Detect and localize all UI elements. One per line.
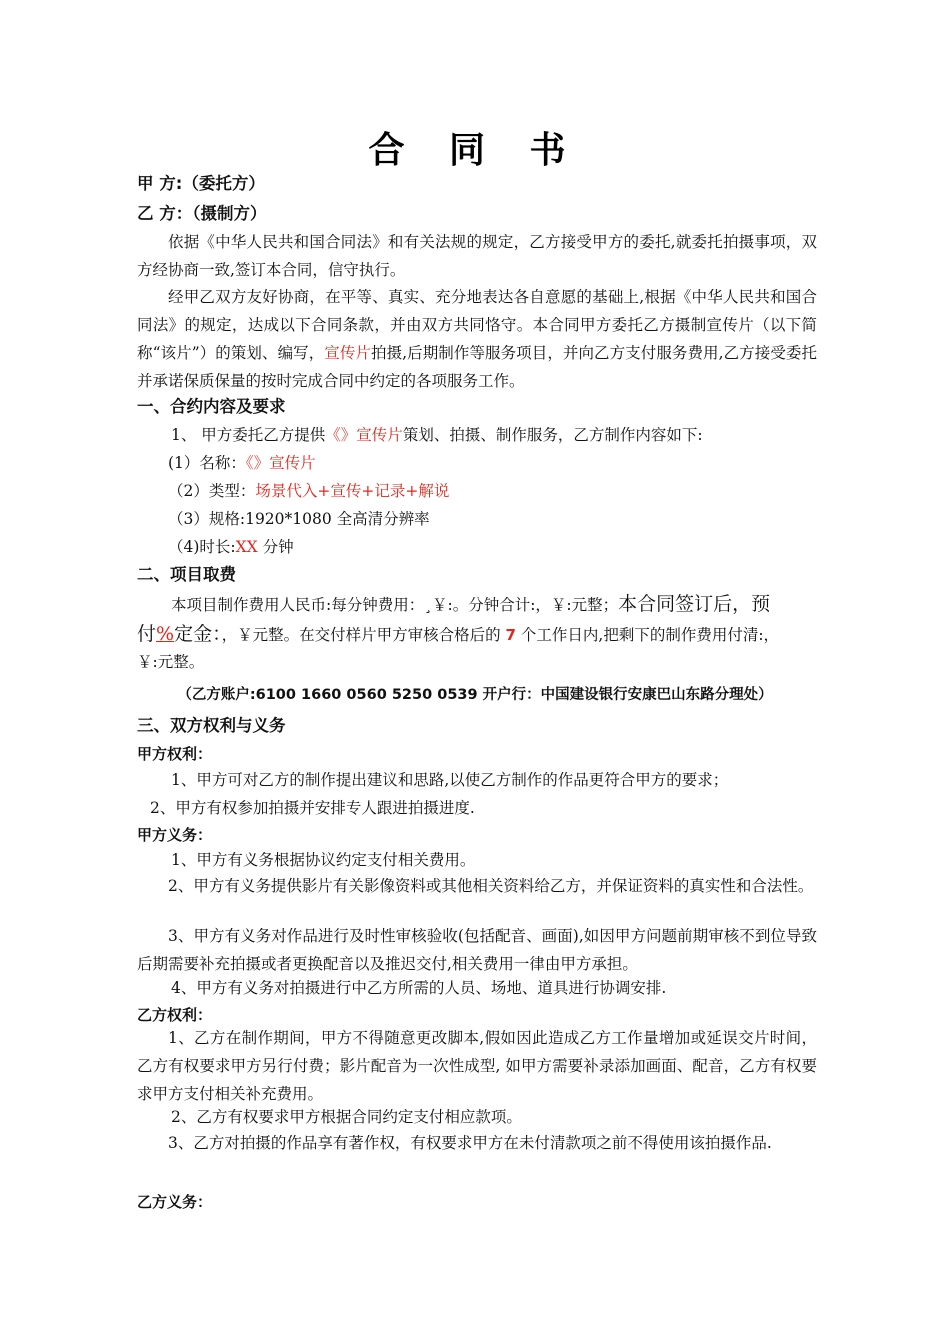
spec-duration-label: （4)时长: <box>168 538 236 556</box>
page-title: 合 同 书 <box>368 130 582 171</box>
fee-days: 7 <box>505 626 516 644</box>
spec-duration-value: XX <box>235 538 258 556</box>
intro-paragraph-1: 依据《中华人民共和国合同法》和有关法规的规定，乙方接受甲方的委托,就委托拍摄事项，双方经协商一致,签订本合同，信守执行。 <box>137 233 817 279</box>
spec-type-value: 场景代入+宣传+记录+解说 <box>255 482 450 500</box>
item1-text-a: 1、 甲方委托乙方提供 <box>171 426 326 444</box>
spec-name-value: 《》宣传片 <box>245 454 316 472</box>
section-1-item-1 <box>171 424 851 446</box>
party-b-rights-heading: 乙方权利： <box>137 1006 213 1024</box>
section-3-heading: 三、双方权利与义务 <box>137 716 286 735</box>
intro2-text-a: 经甲乙双方友好协商，在平等、真实、充分地表达各自意愿的基础上,根据《中华人民共和国合同法》的规定，达成以下合同条款，并由双方共同恪守。本合同甲方委托乙方摄制宣传片（以下简称“该片”）的策划、编写， <box>137 288 817 362</box>
spec-format: （3）规格:1920*1080 全高清分辨率 <box>168 510 430 528</box>
party-a-right-2: 2、甲方有权参加拍摄并安排专人跟进拍摄进度. <box>150 799 475 817</box>
fee-percent: % <box>156 623 175 645</box>
fee-text-b: ¸￥:。分钟合计:，￥:元整； <box>424 596 619 614</box>
spec-name <box>168 452 848 474</box>
spec-type-label: （2）类型： <box>168 482 256 500</box>
party-b-right-2: 2、乙方有权要求甲方根据合同约定支付相应款项。 <box>171 1108 522 1126</box>
bank-account: （乙方账户:6100 1660 0560 5250 0539 开户行：中国建设银行安康巴山东路分理处） <box>177 687 773 703</box>
spec-name-label: (1）名称： <box>168 454 246 472</box>
spec-duration <box>168 536 848 558</box>
party-a-duty-2: 2、甲方有义务提供影片有关影像资料或其他相关资料给乙方，并保证资料的真实性和合法性。 <box>168 877 814 895</box>
fee-text-e: 定金： <box>174 623 222 645</box>
party-b-right-1: 1、乙方在制作期间，甲方不得随意更改脚本,假如因此造成乙方工作量增加或延误交片时间，乙方有权要求甲方另行付费；影片配音为一次性成型, 如甲方需要补录添加画面、配音，乙方有权要求甲方支付相关补充费用。 <box>137 1029 817 1103</box>
party-b-duties-heading: 乙方义务： <box>137 1193 213 1211</box>
fee-line-1 <box>171 593 817 616</box>
section-2-heading: 二、项目取费 <box>137 565 236 584</box>
party-b-right-3: 3、乙方对拍摄的作品享有著作权，有权要求甲方在未付清款项之前不得使用该拍摄作品. <box>168 1134 772 1152</box>
fee-line-2 <box>137 623 817 646</box>
spec-duration-unit: 分钟 <box>257 538 294 556</box>
party-a-right-1: 1、甲方可对乙方的制作提出建议和思路,以使乙方制作的作品更符合甲方的要求； <box>171 771 729 789</box>
party-a-duties-heading: 甲方义务： <box>137 826 213 844</box>
spec-type <box>168 480 848 502</box>
party-a-duty-1: 1、甲方有义务根据协议约定支付相关费用。 <box>171 851 476 869</box>
item1-text-b: 策划、拍摄、制作服务，乙方制作内容如下: <box>402 426 703 444</box>
party-a-duty-3: 3、甲方有义务对作品进行及时性审核验收(包括配音、画面),如因甲方问题前期审核不到位导致后期需要补充拍摄或者更换配音以及推迟交付,相关费用一律由甲方承担。 <box>137 927 817 973</box>
intro2-highlight: 宣传片 <box>324 344 372 362</box>
item1-highlight: 《》宣传片 <box>325 426 403 444</box>
fee-line-3: ￥:元整。 <box>137 653 205 671</box>
fee-text-d: 付 <box>137 623 157 645</box>
fee-text-g: 个工作日内,把剩下的制作费用付清:， <box>515 626 780 644</box>
intro-paragraph-2 <box>137 283 817 395</box>
party-b-line: 乙 方：（摄制方） <box>137 204 267 223</box>
party-a-rights-heading: 甲方权利： <box>137 745 213 763</box>
party-a-line: 甲 方:（委托方） <box>137 174 265 193</box>
fee-text-f: ，￥元整。在交付样片甲方审核合格后的 <box>221 626 506 644</box>
intro2-text-b: 拍摄,后期制作等服务项目，并向乙方支付服务费用,乙方接受委托并承诺保质保量的按时完成合同中约定的各项服务工作。 <box>137 344 817 390</box>
party-a-duty-4: 4、甲方有义务对拍摄进行中乙方所需的人员、场地、道具进行协调安排. <box>171 979 667 997</box>
fee-text-c: 本合同签订后，预 <box>618 593 771 615</box>
fee-text-a: 本项目制作费用人民币:每分钟费用： <box>171 596 425 614</box>
section-1-heading: 一、合约内容及要求 <box>137 397 286 416</box>
